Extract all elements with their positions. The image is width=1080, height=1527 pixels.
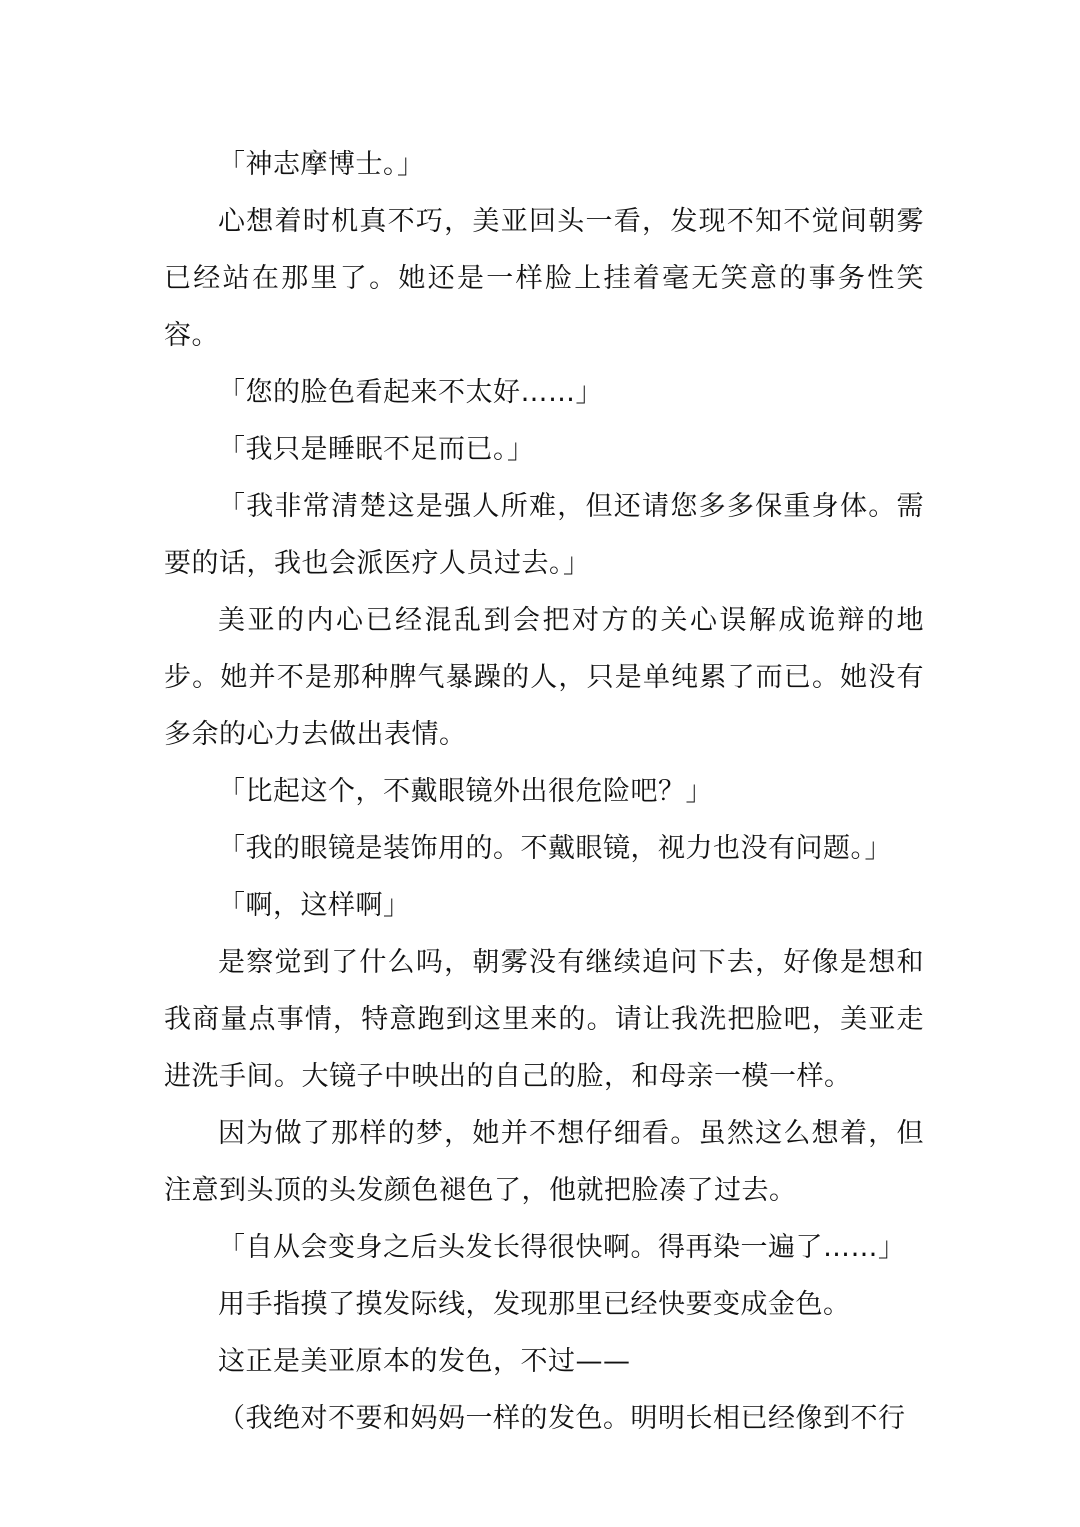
document-page xyxy=(164,136,924,1447)
dialogue-paragraph: 「我的眼镜是装饰用的。不戴眼镜，视力也没有问题。」 xyxy=(218,833,892,864)
dialogue-paragraph: 「神志摩博士。」 xyxy=(218,149,425,180)
dialogue-paragraph: 「自从会变身之后头发长得很快啊。得再染一遍了……」 xyxy=(218,1232,906,1263)
narration-paragraph: 美亚的内心已经混乱到会把对方的关心误解成诡辩的地步。她并不是那种脾气暴躁的人，只是单纯累了而已。她没有多余的心力去做出表情。 xyxy=(164,605,924,750)
narration-paragraph: 是察觉到了什么吗，朝雾没有继续追问下去，好像是想和我商量点事情，特意跑到这里来的。请让我洗把脸吧，美亚走进洗手间。大镜子中映出的自己的脸，和母亲一模一样。 xyxy=(164,947,924,1092)
dialogue-paragraph: 「您的脸色看起来不太好……」 xyxy=(218,377,603,408)
dialogue-paragraph: 「我只是睡眠不足而已。」 xyxy=(218,434,535,465)
narration-paragraph: 心想着时机真不巧，美亚回头一看，发现不知不觉间朝雾已经站在那里了。她还是一样脸上挂着毫无笑意的事务性笑容。 xyxy=(164,206,924,351)
narration-paragraph: 用手指摸了摸发际线，发现那里已经快要变成金色。 xyxy=(218,1289,851,1320)
monologue-paragraph: （我绝对不要和妈妈一样的发色。明明长相已经像到不行 xyxy=(218,1403,906,1434)
narration-paragraph: 因为做了那样的梦，她并不想仔细看。虽然这么想着，但注意到头顶的头发颜色褪色了，他就把脸凑了过去。 xyxy=(164,1118,924,1206)
dialogue-paragraph: 「比起这个，不戴眼镜外出很危险吧？」 xyxy=(218,776,713,807)
dialogue-paragraph: 「我非常清楚这是强人所难，但还请您多多保重身体。需要的话，我也会派医疗人员过去。」 xyxy=(164,491,924,579)
narration-paragraph: 这正是美亚原本的发色，不过—— xyxy=(218,1346,631,1377)
dialogue-paragraph: 「啊，这样啊」 xyxy=(218,890,411,921)
